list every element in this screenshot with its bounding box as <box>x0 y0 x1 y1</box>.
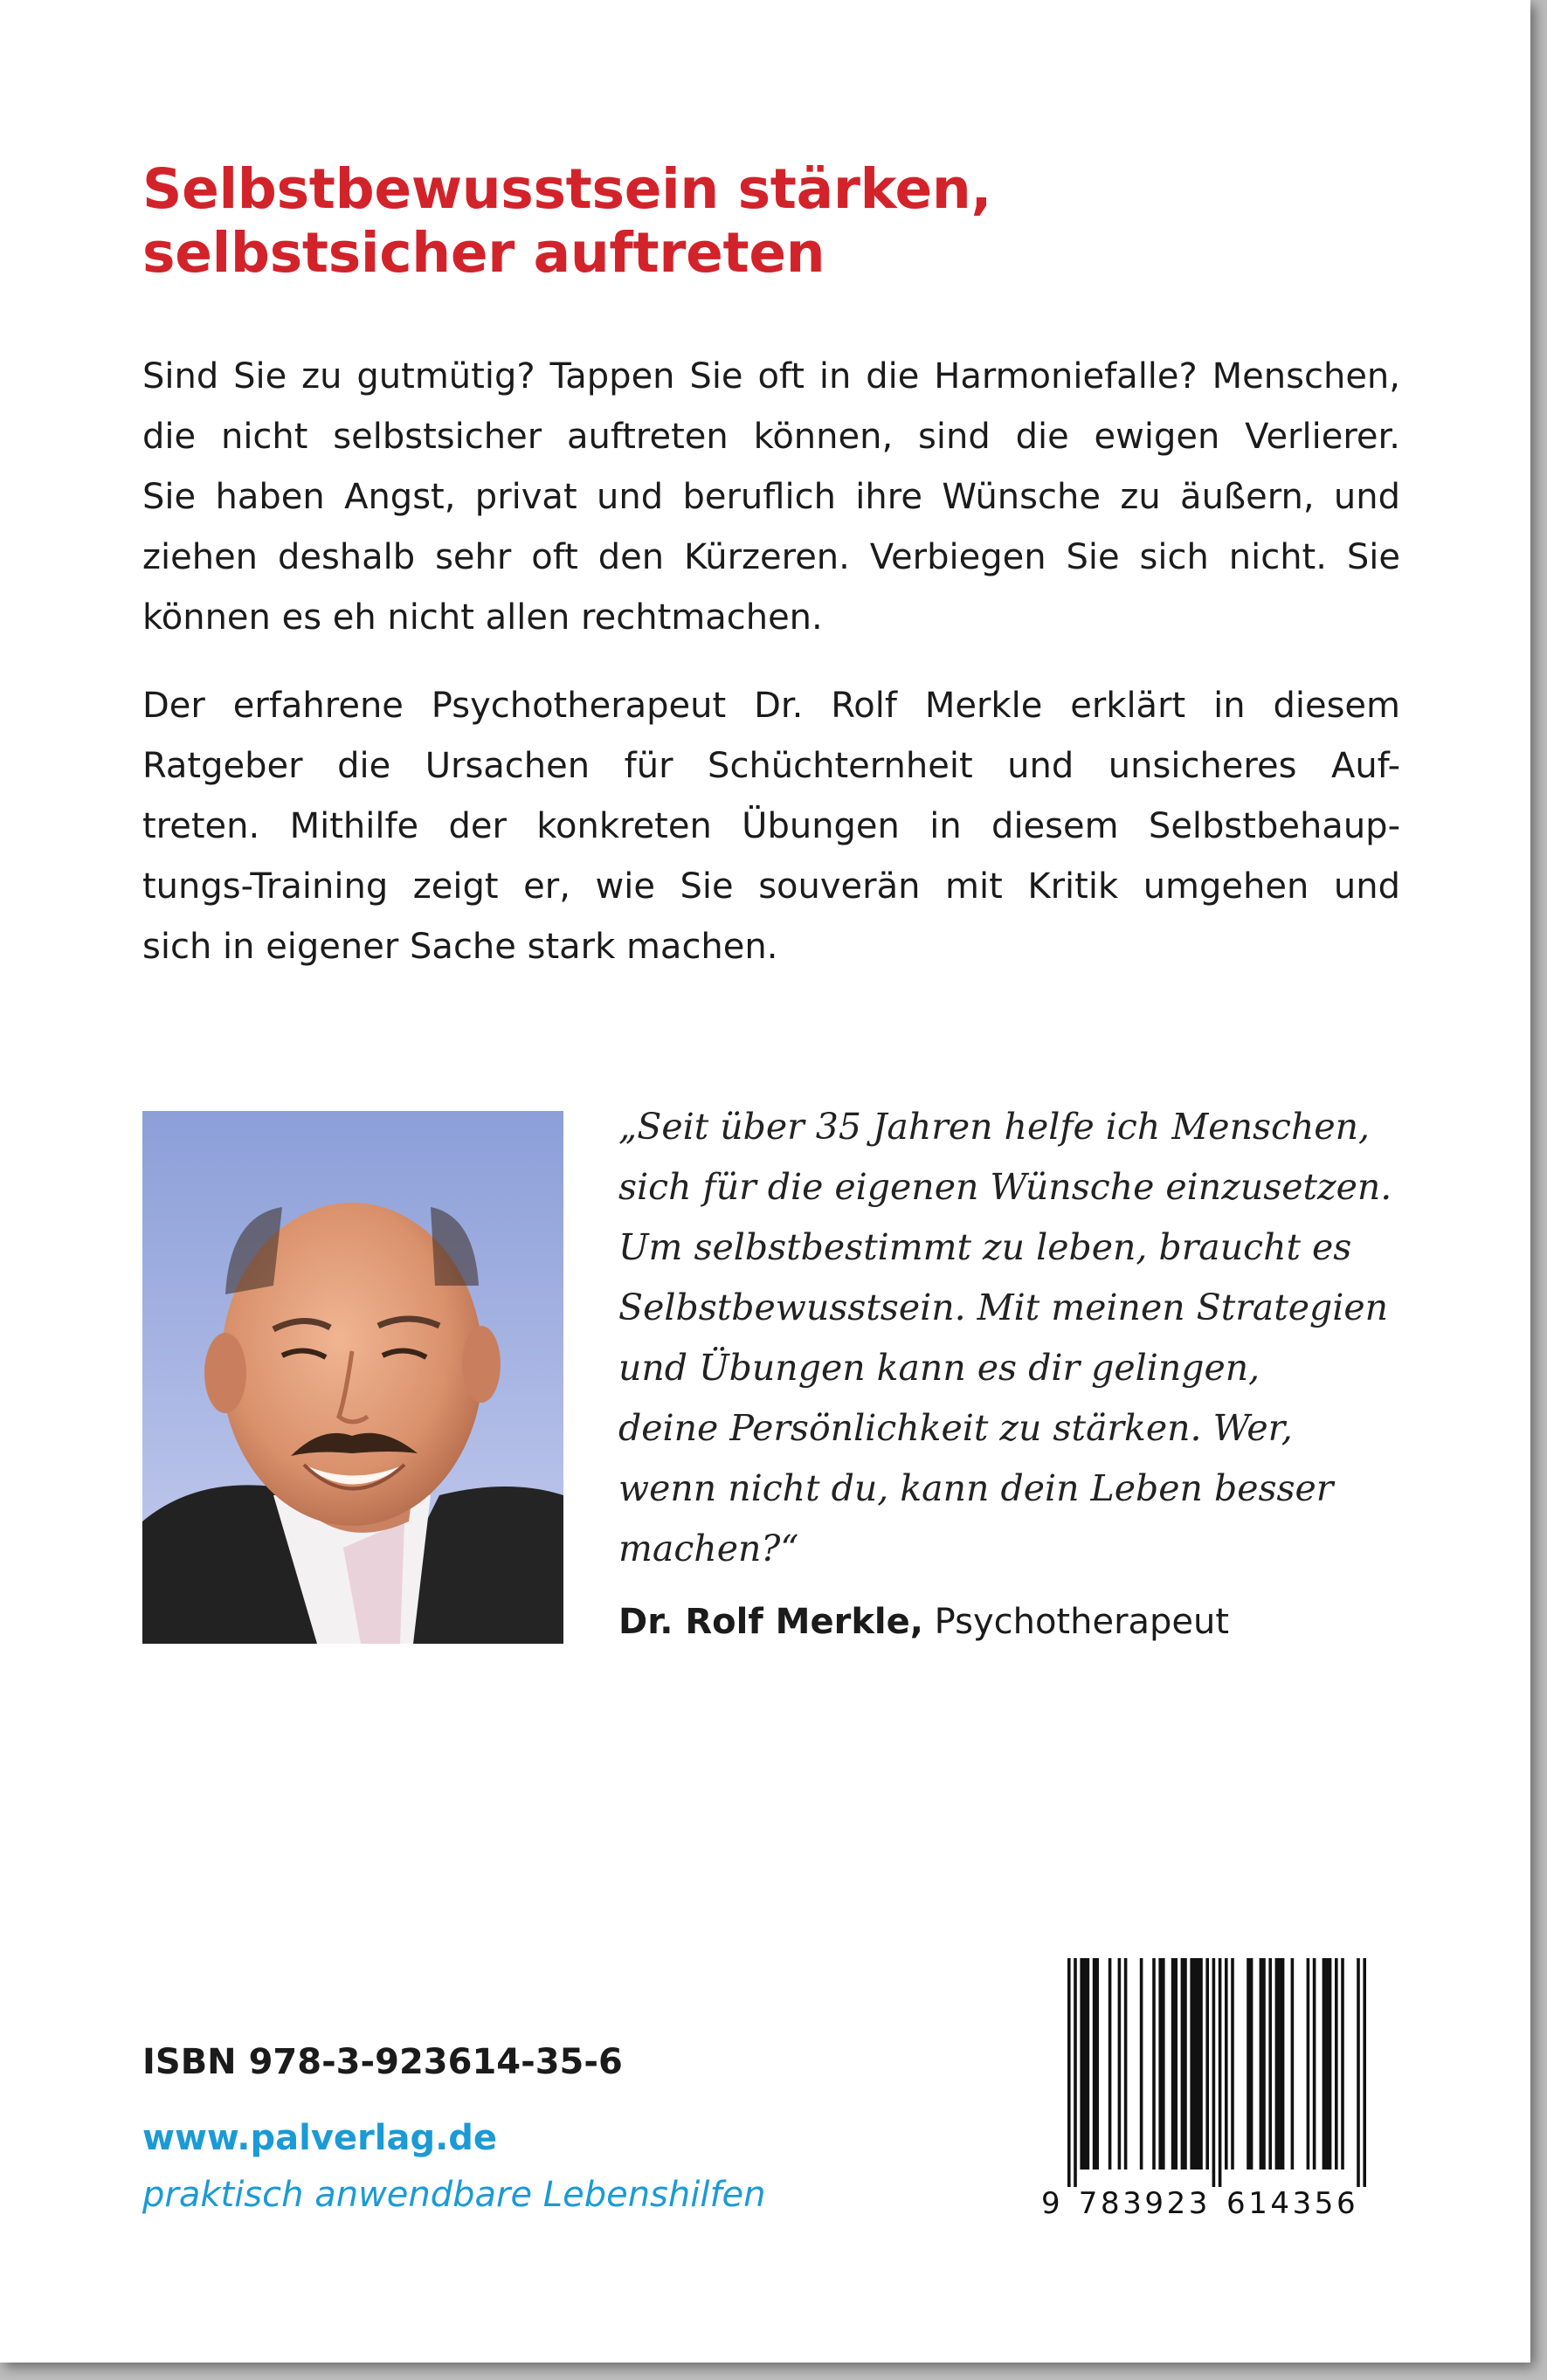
description-line: sich in eigener Sache stark machen. <box>142 927 778 967</box>
barcode-bar <box>1205 1958 1209 2170</box>
intro-line: können es eh nicht allen rechtmachen. <box>142 597 823 638</box>
isbn: ISBN 978-3-923614-35-6 <box>142 2042 623 2082</box>
author-photo <box>142 1111 563 1644</box>
headline <box>142 157 1400 285</box>
barcode-guard-bar <box>1219 1958 1222 2187</box>
quote-line: „Seit über 35 Jahren helfe ich Menschen, <box>618 1106 1371 1148</box>
barcode-digit: 3 <box>1292 2186 1312 2221</box>
barcode-digit: 1 <box>1248 2186 1267 2221</box>
headline-line: selbstsicher auftreten <box>142 221 825 286</box>
quote-line: deine Persönlichkeit zu stärken. Wer, <box>618 1407 1293 1449</box>
description-line: Der erfahrene Psychotherapeut Dr. Rolf Merkle erklärt in diesem <box>142 686 1400 726</box>
barcode-bar <box>1231 1958 1234 2170</box>
author-role: Psychotherapeut <box>922 1602 1230 1642</box>
author-quote <box>618 1097 1405 1579</box>
barcode-digit: 9 <box>1144 2186 1164 2221</box>
barcode-digit: 9 <box>1041 2186 1060 2221</box>
barcode-bar <box>1275 1958 1285 2170</box>
barcode-bar <box>1291 1958 1295 2170</box>
intro-paragraph <box>142 347 1400 648</box>
barcode-bar <box>1307 1958 1310 2170</box>
description-line: tungs-Training zeigt er, wie Sie souverän mit Kritik umgehen und <box>142 866 1400 907</box>
barcode-bar <box>1323 1958 1332 2170</box>
author-credit <box>618 1602 1229 1642</box>
barcode-bar <box>1225 1958 1228 2170</box>
barcode-guard-bar <box>1357 1958 1360 2187</box>
description-line: Ratgeber die Ursachen für Schüchternheit und unsicheres Auf- <box>142 746 1400 786</box>
intro-line: Sie haben Angst, privat und beruflich ihre Wünsche zu äußern, und <box>142 477 1400 517</box>
description-line: treten. Mithilfe der konkreten Übungen in diesem Selbstbehaup- <box>142 806 1400 846</box>
barcode-bar <box>1260 1958 1266 2170</box>
barcode-digit: 3 <box>1188 2186 1208 2221</box>
intro-line: die nicht selbstsicher auftreten können, sind die ewigen Verlierer. <box>142 417 1400 457</box>
quote-line: sich für die eigenen Wünsche einzusetzen. <box>618 1166 1392 1208</box>
barcode-digit: 2 <box>1166 2186 1186 2221</box>
barcode-guard-bar <box>1074 1958 1077 2187</box>
barcode-digit: 5 <box>1314 2186 1334 2221</box>
barcode-bar <box>1181 1958 1187 2170</box>
barcode-digit: 6 <box>1336 2186 1356 2221</box>
tagline: praktisch anwendbare Lebenshilfen <box>142 2175 766 2215</box>
barcode-guard-bar <box>1212 1958 1216 2187</box>
barcode-bar <box>1268 1958 1272 2170</box>
quote-line: machen?“ <box>618 1528 799 1569</box>
barcode-digit: 7 <box>1078 2186 1098 2221</box>
barcode-bar <box>1247 1958 1253 2170</box>
quote-line: Selbstbewusstsein. Mit meinen Strategien <box>618 1287 1389 1328</box>
quote-line: wenn nicht du, kann dein Leben besser <box>618 1467 1334 1509</box>
intro-line: ziehen deshalb sehr oft den Kürzeren. Verbiegen Sie sich nicht. Sie <box>142 537 1400 577</box>
description-paragraph <box>142 676 1400 977</box>
barcode-bar <box>1335 1958 1338 2170</box>
barcode-bar <box>1313 1958 1316 2170</box>
barcode-bar <box>1190 1958 1202 2170</box>
barcode-bar <box>1108 1958 1112 2170</box>
barcode-bar <box>1124 1958 1128 2170</box>
barcode-bar <box>1093 1958 1099 2170</box>
quote-line: Um selbstbestimmt zu leben, braucht es <box>618 1226 1352 1268</box>
intro-line: Sind Sie zu gutmütig? Tappen Sie oft in die Harmoniefalle? Menschen, <box>142 356 1400 397</box>
barcode-digit: 4 <box>1270 2186 1290 2221</box>
barcode-bar <box>1118 1958 1122 2170</box>
barcode-bar <box>1140 1958 1143 2170</box>
barcode-bars <box>1038 1956 1387 2190</box>
barcode-bar <box>1080 1958 1089 2170</box>
website-link[interactable]: www.palverlag.de <box>142 2118 498 2158</box>
quote-line: und Übungen kann es dir gelingen, <box>618 1347 1260 1389</box>
barcode-guard-bar <box>1067 1958 1071 2187</box>
barcode <box>1038 1956 1387 2232</box>
barcode-bar <box>1341 1958 1344 2170</box>
headline-line: Selbstbewusstsein stärken, <box>142 157 992 221</box>
author-name: Dr. Rolf Merkle, <box>618 1602 923 1642</box>
barcode-bar <box>1171 1958 1178 2170</box>
barcode-guard-bar <box>1363 1958 1366 2187</box>
barcode-digit: 6 <box>1226 2186 1246 2221</box>
barcode-digit: 8 <box>1101 2186 1120 2221</box>
barcode-digit: 3 <box>1122 2186 1142 2221</box>
barcode-bar <box>1158 1958 1164 2170</box>
barcode-bar <box>1152 1958 1156 2170</box>
